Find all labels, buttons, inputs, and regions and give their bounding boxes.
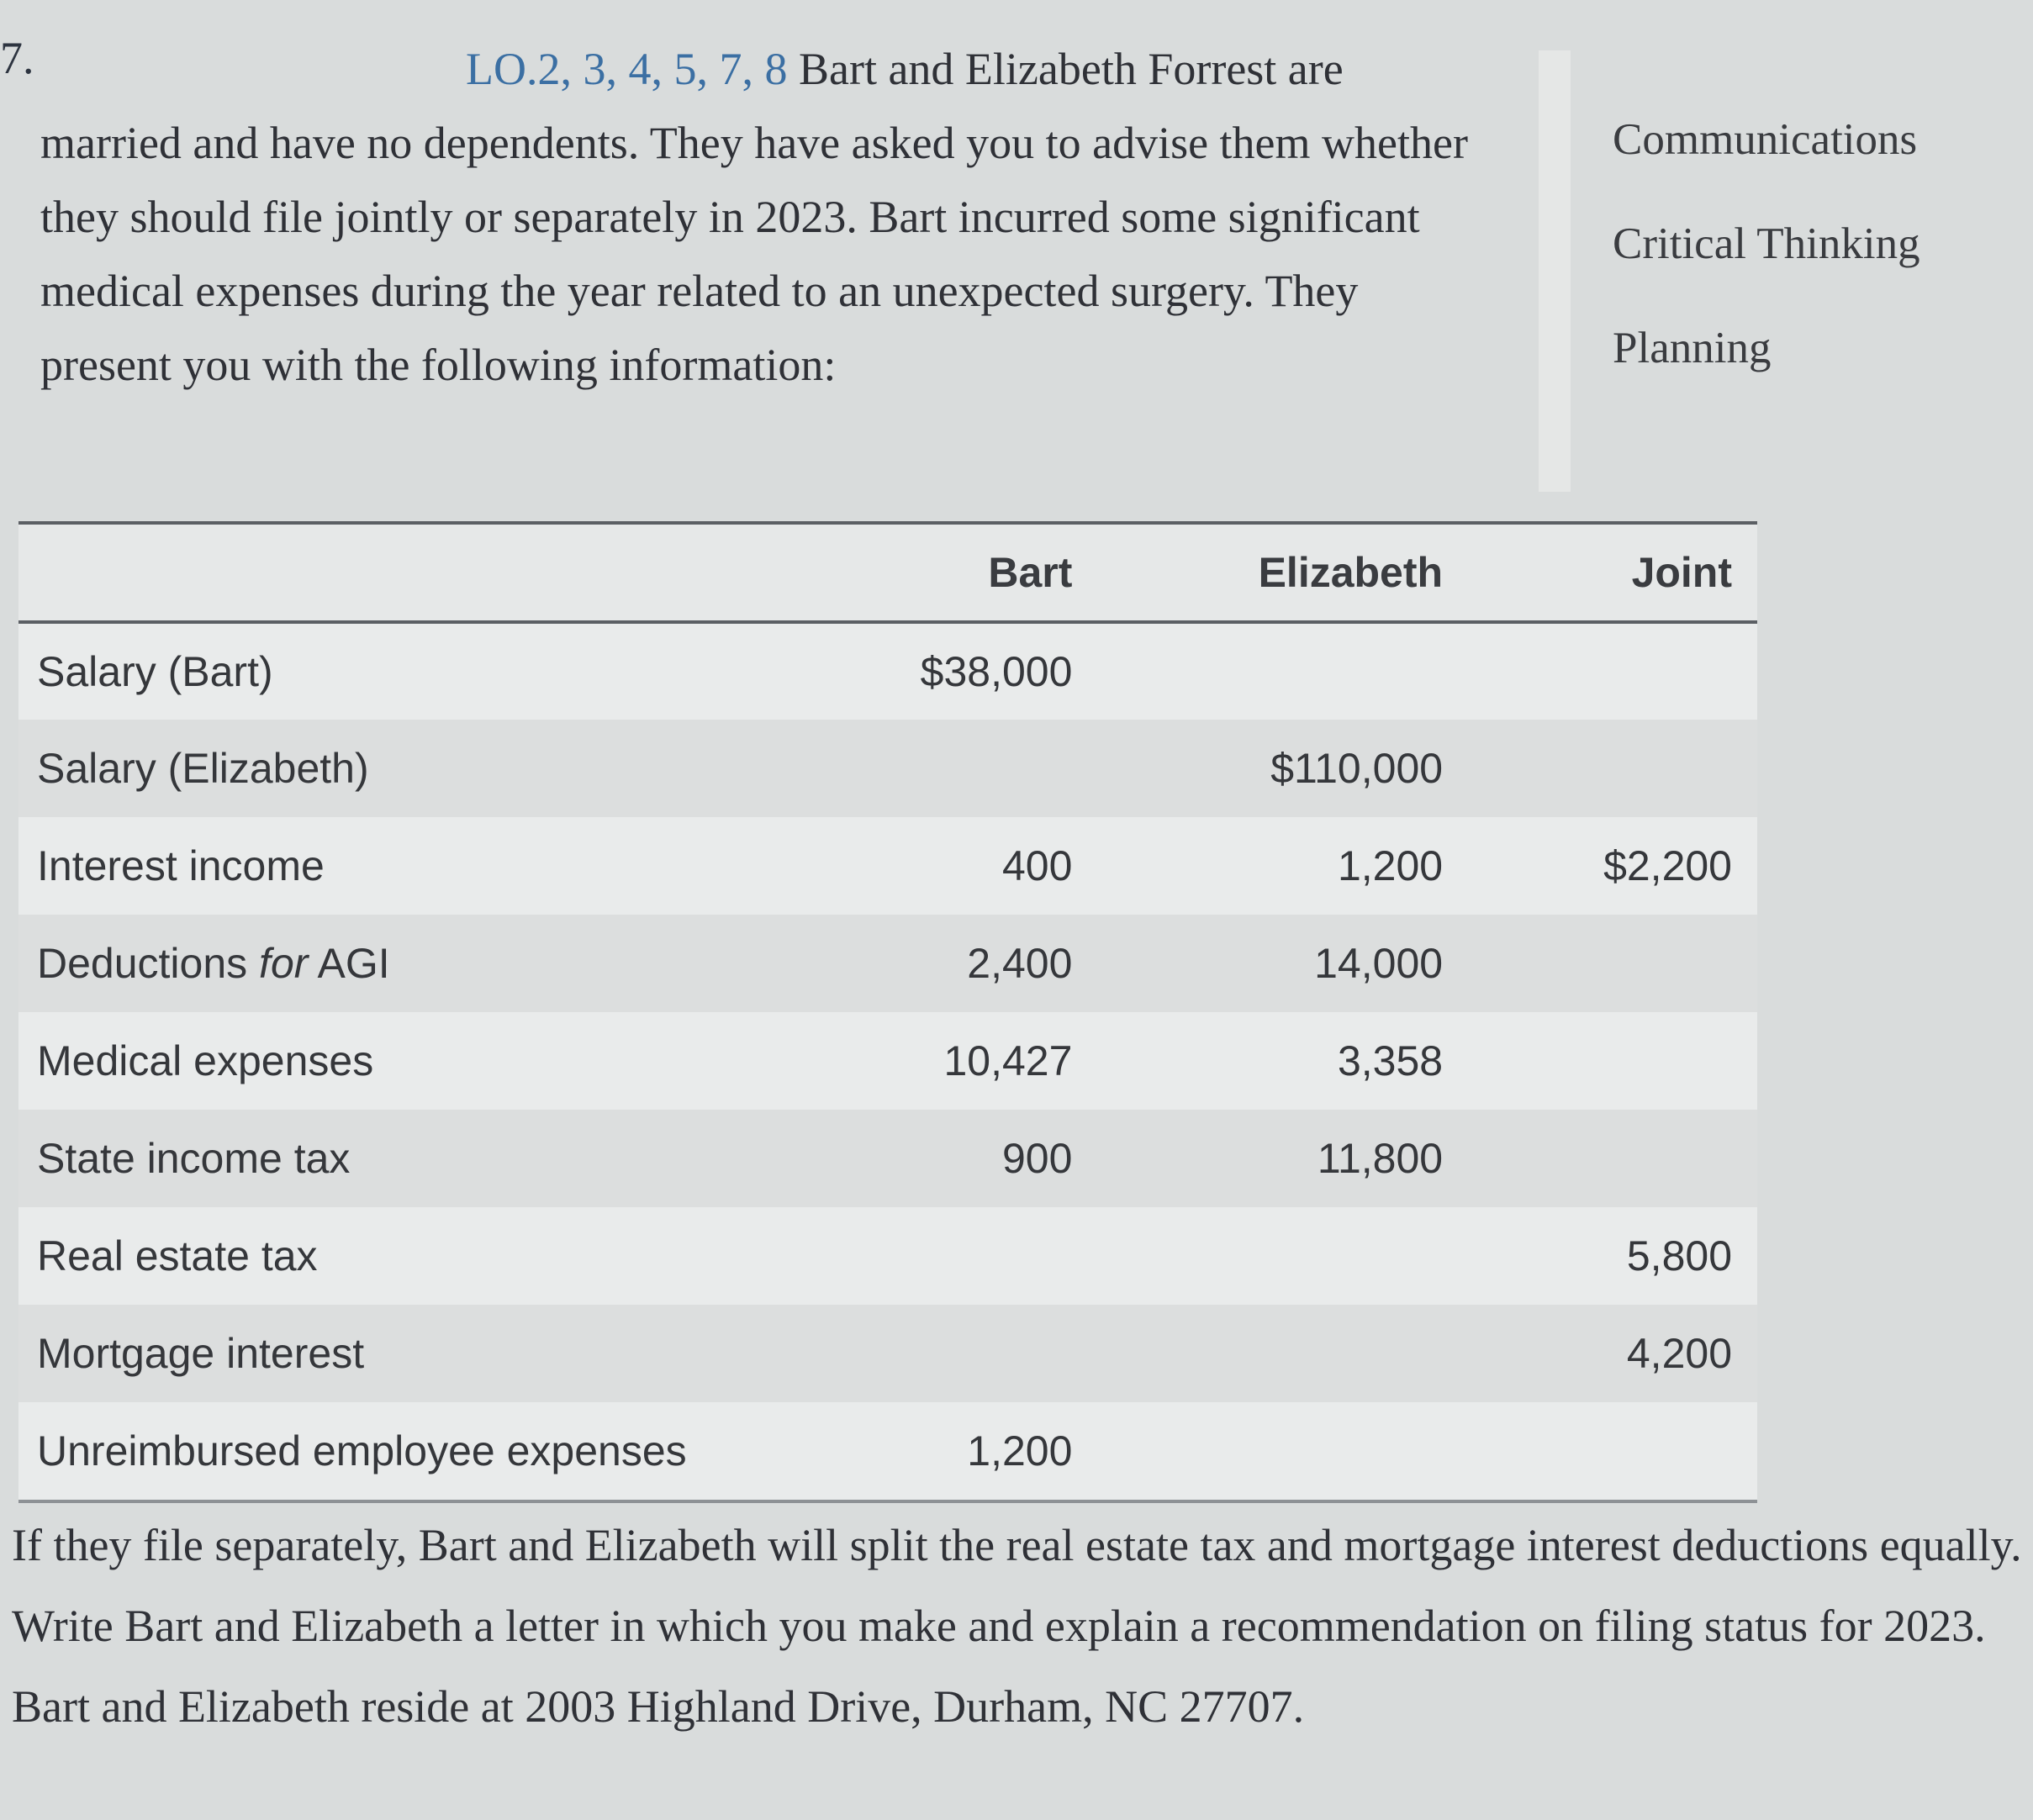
row-label-suffix: AGI	[308, 940, 390, 987]
row-label: Real estate tax	[37, 1232, 318, 1279]
header-bart: Bart	[988, 549, 1073, 596]
row-label	[18, 915, 829, 1012]
row-label: Salary (Elizabeth)	[37, 745, 369, 792]
intro-text: Bart and Elizabeth Forrest are married and have no dependents. They have asked you to advise them whether they should file jointly or separately in 2023. Bart incurred some significant medical expenses during the year related to an unexpected surgery. They present you with the following information:	[40, 44, 1468, 390]
cell-elizabeth: 3,358	[1337, 1037, 1444, 1084]
header-label	[18, 525, 829, 622]
row-label: Unreimbursed employee expenses	[37, 1427, 687, 1474]
cell-joint: 5,800	[1626, 1232, 1732, 1279]
row-label: Interest income	[37, 842, 325, 889]
table-row	[18, 1402, 1757, 1500]
cell-elizabeth: $110,000	[1270, 745, 1444, 792]
row-label: Medical expenses	[37, 1037, 374, 1084]
skills-list	[1613, 114, 1920, 427]
header-joint: Joint	[1631, 549, 1732, 596]
table-row	[18, 720, 1757, 817]
row-label-italic: for	[259, 940, 309, 987]
cell-elizabeth: 1,200	[1337, 842, 1444, 889]
cell-joint	[1468, 1110, 1757, 1207]
cell-joint	[1468, 1012, 1757, 1110]
cell-joint: 4,200	[1626, 1330, 1732, 1377]
info-table	[18, 521, 1757, 1503]
cell-bart	[829, 1207, 1097, 1305]
cell-bart: $38,000	[920, 648, 1073, 695]
problem-outro: If they file separately, Bart and Elizabeth will split the real estate tax and mortgage interest deductions equally. Write Bart and Elizabeth a letter in which you make and explain a recommendation on filing status for 2023. Bart and Elizabeth reside at 2003 Highland Drive, Durham, NC 27707.	[12, 1520, 2022, 1732]
table-header-row	[18, 525, 1757, 622]
cell-joint: $2,200	[1603, 842, 1732, 889]
table-row	[18, 817, 1757, 915]
table-row	[18, 1012, 1757, 1110]
table-row	[18, 1207, 1757, 1305]
cell-joint	[1468, 915, 1757, 1012]
header-elizabeth: Elizabeth	[1258, 549, 1444, 596]
cell-bart: 400	[1001, 842, 1073, 889]
cell-bart	[829, 1305, 1097, 1402]
learning-objectives: LO.2, 3, 4, 5, 7, 8	[466, 44, 788, 94]
skill-critical-thinking: Critical Thinking	[1613, 219, 1920, 268]
row-label: State income tax	[37, 1135, 351, 1182]
cell-joint	[1468, 1402, 1757, 1500]
skill-planning: Planning	[1613, 324, 1772, 372]
cell-joint	[1468, 720, 1757, 817]
cell-elizabeth	[1097, 622, 1468, 720]
cell-bart: 900	[1001, 1135, 1073, 1182]
sidebar-divider	[1539, 50, 1571, 492]
row-label-prefix: Deductions	[37, 940, 260, 987]
skill-communications: Communications	[1613, 115, 1918, 164]
problem-intro	[40, 32, 1470, 402]
problem-number: 7.	[0, 33, 34, 83]
cell-elizabeth	[1097, 1207, 1468, 1305]
table-row	[18, 1110, 1757, 1207]
cell-elizabeth	[1097, 1402, 1468, 1500]
cell-bart	[829, 720, 1097, 817]
cell-bart: 10,427	[943, 1037, 1073, 1084]
cell-elizabeth: 14,000	[1314, 940, 1444, 987]
cell-joint	[1468, 622, 1757, 720]
cell-bart: 1,200	[967, 1427, 1073, 1474]
row-label: Mortgage interest	[37, 1330, 365, 1377]
cell-bart: 2,400	[967, 940, 1073, 987]
table-row	[18, 1305, 1757, 1402]
table-row	[18, 622, 1757, 720]
cell-elizabeth	[1097, 1305, 1468, 1402]
table-row	[18, 915, 1757, 1012]
cell-elizabeth: 11,800	[1317, 1135, 1444, 1182]
row-label: Salary (Bart)	[37, 648, 273, 695]
